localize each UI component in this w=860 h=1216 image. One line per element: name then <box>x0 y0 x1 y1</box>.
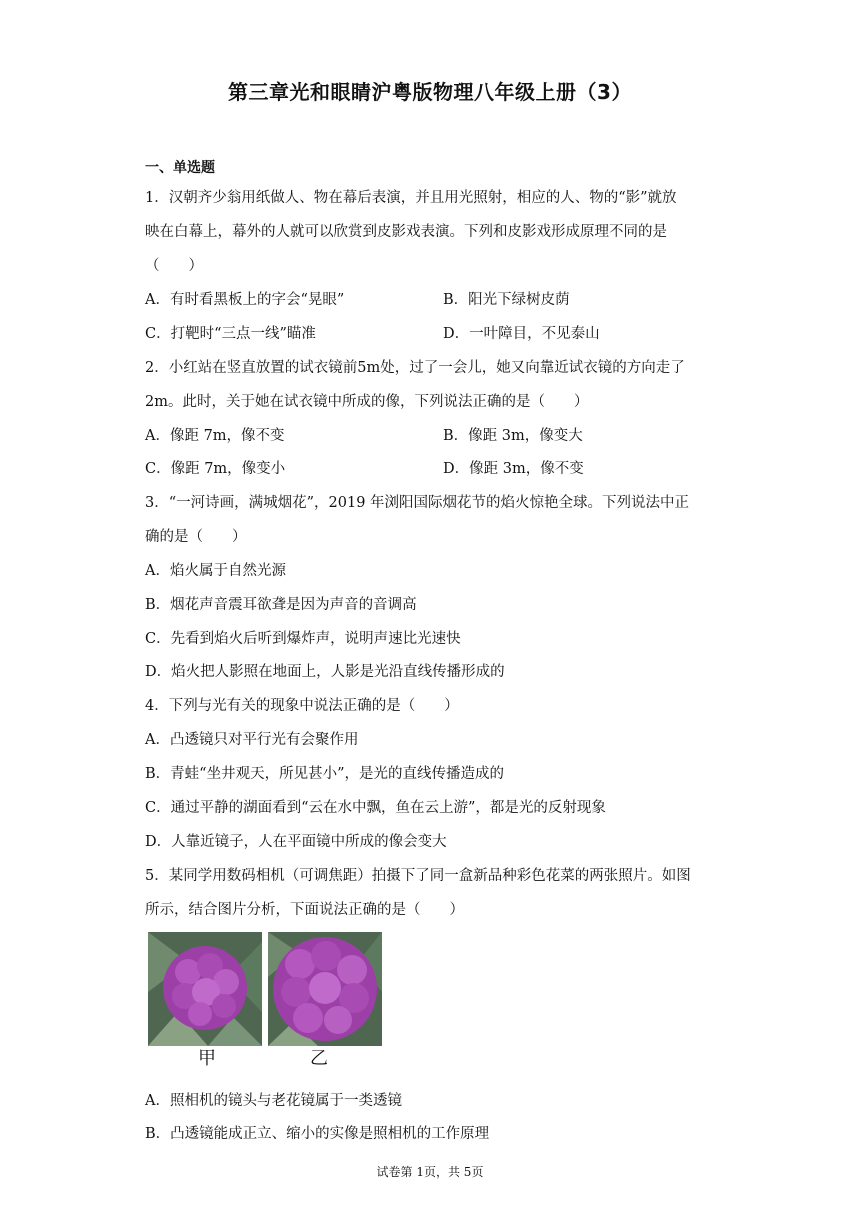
cauliflower-photos <box>148 932 384 1048</box>
q3-option-b: B．烟花声音震耳欲聋是因为声音的音调高 <box>145 597 417 613</box>
q5-line-2: 所示，结合图片分析，下面说法正确的是（ ） <box>145 902 464 918</box>
q3-option-c: C．先看到焰火后听到爆炸声，说明声速比光速快 <box>145 631 461 647</box>
q4-option-b: B．青蛙“坐井观天，所见甚小”，是光的直线传播造成的 <box>145 766 504 782</box>
q1-line-2: 映在白幕上，幕外的人就可以欣赏到皮影戏表演。下列和皮影戏形成原理不同的是 <box>145 224 667 240</box>
q1-line-3: （ ） <box>145 258 203 274</box>
q4-option-d: D．人靠近镜子，人在平面镜中所成的像会变大 <box>145 834 447 850</box>
q1-option-a: A．有时看黑板上的字会“晃眼” <box>145 292 345 308</box>
q4-option-c: C．通过平静的湖面看到“云在水中飘，鱼在云上游”，都是光的反射现象 <box>145 800 606 816</box>
q1-option-b: B．阳光下绿树皮荫 <box>443 292 570 308</box>
q1-line-1: 1．汉朝齐少翁用纸做人、物在幕后表演，并且用光照射，相应的人、物的“影”就放 <box>145 190 677 206</box>
q3-line-2: 确的是（ ） <box>145 529 247 545</box>
cauliflower-photo-yi <box>268 932 382 1046</box>
q3-option-d: D．焰火把人影照在地面上，人影是光沿直线传播形成的 <box>145 664 505 680</box>
q2-line-1: 2．小红站在竖直放置的试衣镜前5m处，过了一会儿，她又向靠近试衣镜的方向走了 <box>145 360 685 376</box>
q2-option-a: A．像距 7m，像不变 <box>145 428 285 444</box>
page-footer: 试卷第 1页，共 5页 <box>376 1165 484 1179</box>
q5-option-b: B．凸透镜能成正立、缩小的实像是照相机的工作原理 <box>145 1126 490 1142</box>
q3-option-a: A．焰火属于自然光源 <box>145 563 286 579</box>
q2-line-2: 2m。此时，关于她在试衣镜中所成的像，下列说法正确的是（ ） <box>145 394 589 410</box>
q2-option-c: C．像距 7m，像变小 <box>145 461 286 477</box>
page-title: 第三章光和眼睛沪粤版物理八年级上册（3） <box>228 80 632 104</box>
q4-line-1: 4．下列与光有关的现象中说法正确的是（ ） <box>145 698 459 714</box>
q2-option-d: D．像距 3m，像不变 <box>443 461 584 477</box>
q4-option-a: A．凸透镜只对平行光有会聚作用 <box>145 732 359 748</box>
photo-caption-jia: 甲 <box>198 1048 216 1069</box>
q3-line-1: 3．“一河诗画，满城烟花”，2019 年浏阳国际烟花节的焰火惊艳全球。下列说法中正 <box>145 495 690 511</box>
photo-caption-yi: 乙 <box>310 1048 328 1069</box>
q1-option-d: D．一叶障目，不见泰山 <box>443 326 600 342</box>
cauliflower-photo-jia <box>148 932 262 1046</box>
q2-option-b: B．像距 3m，像变大 <box>443 428 583 444</box>
q5-line-1: 5．某同学用数码相机（可调焦距）拍摄下了同一盒新品种彩色花菜的两张照片。如图 <box>145 868 691 884</box>
section-heading: 一、单选题 <box>145 160 215 176</box>
q5-option-a: A．照相机的镜头与老花镜属于一类透镜 <box>145 1093 402 1109</box>
q1-option-c: C．打靶时“三点一线”瞄准 <box>145 326 316 342</box>
